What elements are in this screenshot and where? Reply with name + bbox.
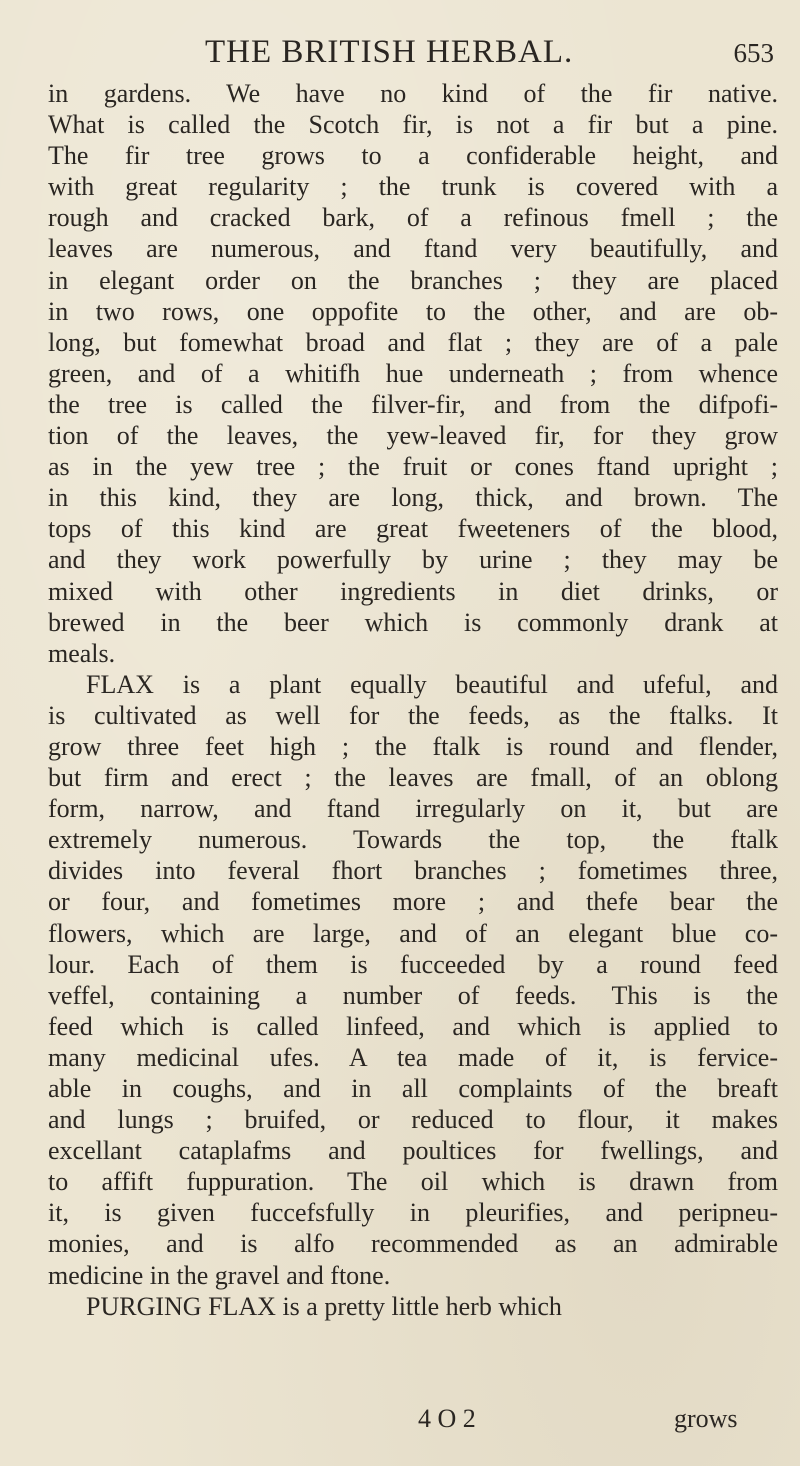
text-line: divides into feveral fhort branches ; fometimes three, xyxy=(48,856,778,886)
text-line: and lungs ; bruifed, or reduced to flour, it makes xyxy=(48,1105,778,1135)
page-footer xyxy=(0,1404,800,1438)
catchword: grows xyxy=(674,1404,738,1433)
text-line: form, narrow, and ftand irregularly on it, but are xyxy=(48,794,778,824)
text-line-paragraph-end: medicine in the gravel and ftone. xyxy=(48,1260,391,1290)
running-head xyxy=(0,34,800,74)
text-line: in two rows, one oppofite to the other, and are ob- xyxy=(48,296,778,326)
text-line: flowers, which are large, and of an elegant blue co- xyxy=(48,918,778,948)
text-line: rough and cracked bark, of a refinous fmell ; the xyxy=(48,203,778,233)
text-line: excellant cataplafms and poultices for fwellings, and xyxy=(48,1136,778,1166)
text-line: in this kind, they are long, thick, and brown. The xyxy=(48,483,778,513)
running-title: THE BRITISH HERBAL. xyxy=(205,34,574,70)
text-line: to affift fuppuration. The oil which is drawn from xyxy=(48,1167,778,1197)
text-line: What is called the Scotch fir, is not a fir but a pine. xyxy=(48,110,778,140)
text-line: long, but fomewhat broad and flat ; they are of a pale xyxy=(48,327,778,357)
text-line: with great regularity ; the trunk is covered with a xyxy=(48,172,778,202)
text-line: mixed with other ingredients in diet drinks, or xyxy=(48,576,778,606)
text-line: green, and of a whitifh hue underneath ; from whence xyxy=(48,358,778,388)
text-line: veffel, containing a number of feeds. This is the xyxy=(48,980,778,1010)
text-line-paragraph-end: meals. xyxy=(48,638,116,668)
text-line: extremely numerous. Towards the top, the ftalk xyxy=(48,825,778,855)
signature-mark: 4 O 2 xyxy=(418,1404,476,1433)
text-line: leaves are numerous, and ftand very beautifully, and xyxy=(48,234,778,264)
text-line: monies, and is alfo recommended as an admirable xyxy=(48,1229,778,1259)
text-line: feed which is called linfeed, and which is applied to xyxy=(48,1011,778,1041)
text-line: tion of the leaves, the yew-leaved fir, for they grow xyxy=(48,421,778,451)
text-line: lour. Each of them is fucceeded by a round feed xyxy=(48,949,778,979)
text-line: able in coughs, and in all complaints of the breaft xyxy=(48,1074,778,1103)
text-line: or four, and fometimes more ; and thefe bear the xyxy=(48,887,778,917)
text-line: brewed in the beer which is commonly drank at xyxy=(48,607,778,637)
text-line: it, is given fuccefsfully in pleurifies, and peripneu- xyxy=(48,1198,778,1228)
page-number: 653 xyxy=(733,38,774,68)
text-line-paragraph-start: PURGING FLAX is a pretty little herb which xyxy=(86,1291,562,1321)
text-line: and they work powerfully by urine ; they may be xyxy=(48,545,778,575)
body-text xyxy=(48,78,778,1322)
text-line: in gardens. We have no kind of the fir native. xyxy=(48,79,778,108)
text-line: The fir tree grows to a confiderable height, and xyxy=(48,141,778,171)
text-line-paragraph-start: FLAX is a plant equally beautiful and ufeful, and xyxy=(86,669,778,699)
text-line: but firm and erect ; the leaves are fmall, of an oblong xyxy=(48,763,778,793)
text-line: is cultivated as well for the feeds, as the ftalks. It xyxy=(48,700,778,730)
text-line: grow three feet high ; the ftalk is round and flender, xyxy=(48,731,778,761)
text-line: the tree is called the filver-fir, and from the difpofi- xyxy=(48,389,778,419)
text-line: many medicinal ufes. A tea made of it, is fervice- xyxy=(48,1042,778,1072)
text-line: in elegant order on the branches ; they are placed xyxy=(48,265,778,295)
text-line: as in the yew tree ; the fruit or cones ftand upright ; xyxy=(48,452,778,482)
text-line: tops of this kind are great fweeteners of the blood, xyxy=(48,514,778,544)
